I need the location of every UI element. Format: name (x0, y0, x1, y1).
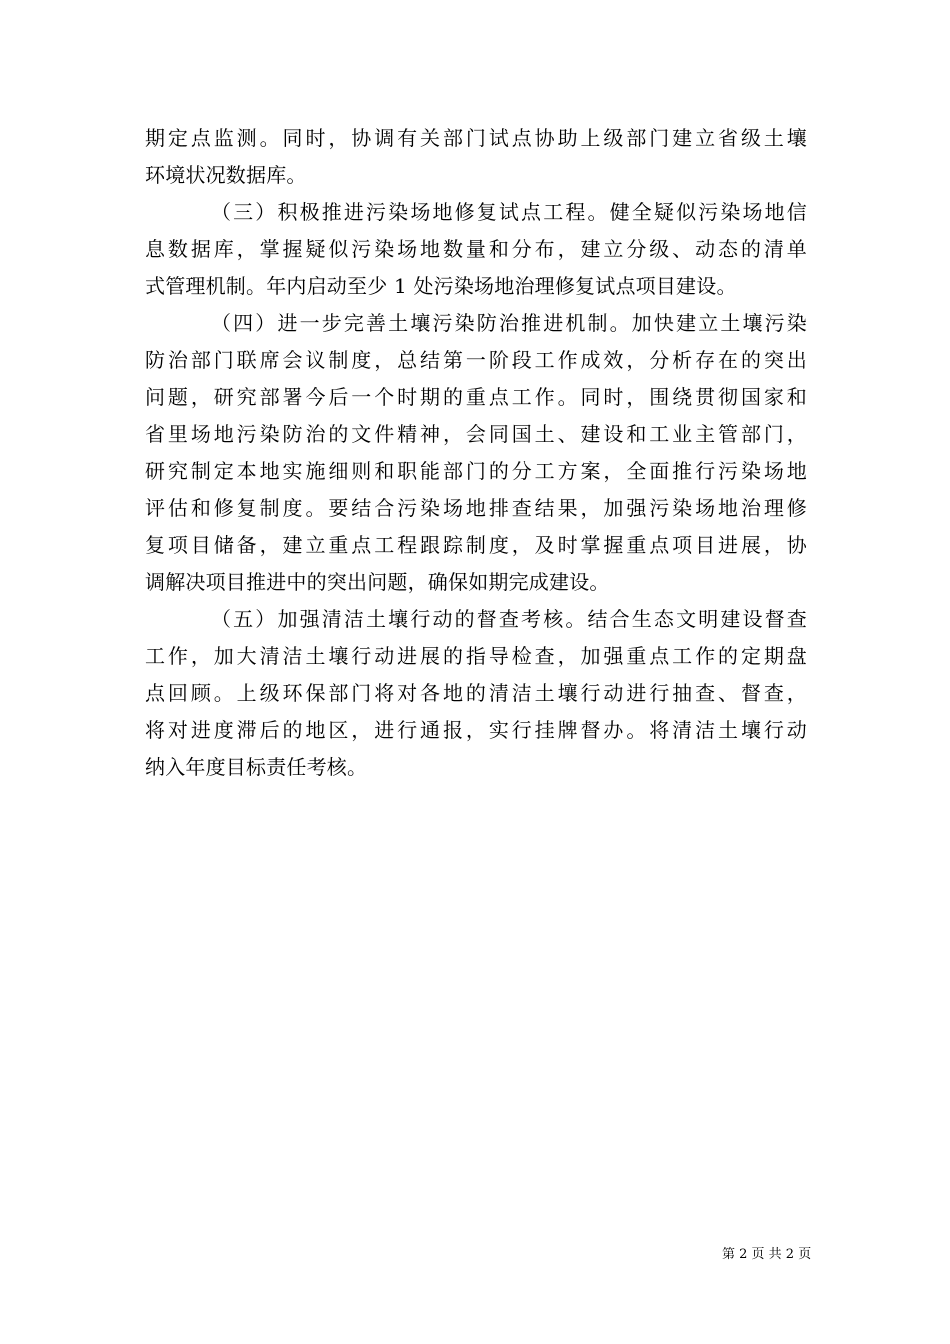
paragraph-section-4 (145, 305, 807, 601)
text-line: 调解决项目推进中的突出问题，确保如期完成建设。 (145, 570, 610, 594)
paragraph-continuation (145, 120, 807, 194)
text-line: 省里场地污染防治的文件精神，会同国土、建设和工业主管部门， (145, 422, 807, 446)
paragraph-section-3 (145, 194, 807, 305)
text-line: 将对进度滞后的地区，进行通报，实行挂牌督办。将清洁土壤行动 (145, 718, 807, 742)
text-line: （五）加强清洁土壤行动的督查考核。结合生态文明建设督查 (211, 607, 807, 631)
text-line: 评估和修复制度。要结合污染场地排查结果，加强污染场地治理修 (145, 496, 807, 520)
text-line: 点回顾。上级环保部门将对各地的清洁土壤行动进行抽查、督查， (145, 681, 807, 705)
text-line: 问题，研究部署今后一个时期的重点工作。同时，围绕贯彻国家和 (145, 385, 807, 409)
text-line: 研究制定本地实施细则和职能部门的分工方案，全面推行污染场地 (145, 459, 807, 483)
text-line: 防治部门联席会议制度，总结第一阶段工作成效，分析存在的突出 (145, 348, 807, 372)
text-line: 息数据库，掌握疑似污染场地数量和分布，建立分级、动态的清单 (145, 237, 807, 261)
text-line: 复项目储备，建立重点工程跟踪制度，及时掌握重点项目进展，协 (145, 533, 807, 557)
document-body (145, 120, 807, 786)
text-line: （四）进一步完善土壤污染防治推进机制。加快建立土壤污染 (211, 311, 807, 335)
paragraph-section-5 (145, 601, 807, 786)
text-line: 期定点监测。同时，协调有关部门试点协助上级部门建立省级土壤 (145, 126, 807, 150)
text-line: 式管理机制。年内启动至少 1 处污染场地治理修复试点项目建设。 (145, 274, 737, 298)
text-line: 环境状况数据库。 (145, 163, 307, 187)
page-number: 第 2 页 共 2 页 (722, 1247, 812, 1262)
text-line: 工作，加大清洁土壤行动进展的指导检查，加强重点工作的定期盘 (145, 644, 807, 668)
text-line: （三）积极推进污染场地修复试点工程。健全疑似污染场地信 (211, 200, 807, 224)
text-line: 纳入年度目标责任考核。 (145, 755, 368, 779)
